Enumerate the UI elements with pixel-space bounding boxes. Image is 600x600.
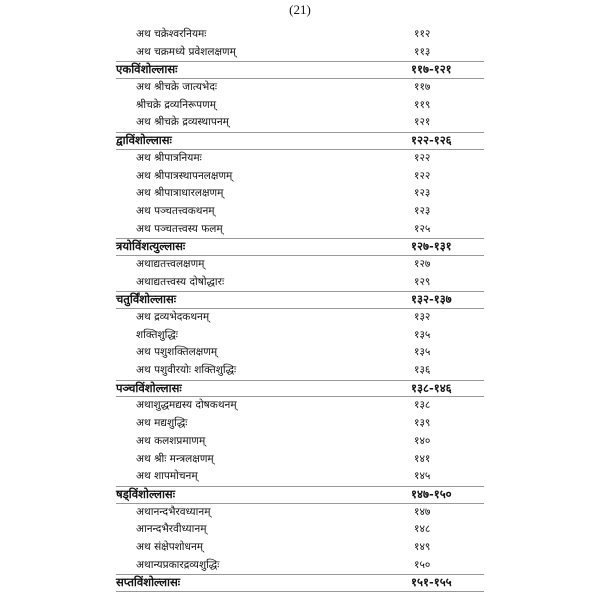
entry-title: अथ मद्यशुद्धिः	[136, 417, 188, 430]
section-heading-row	[116, 238, 484, 256]
section-heading-row	[116, 291, 484, 309]
toc-entry-row	[116, 274, 484, 292]
toc-entry-row	[116, 415, 484, 433]
entry-page: ११९	[414, 98, 431, 111]
entry-title: अथ श्रीचक्रे द्रव्यस्थापनम्	[136, 116, 229, 129]
entry-page: १३८	[414, 399, 431, 412]
entry-page: १२५	[414, 222, 431, 235]
entry-title: अथाद्यतत्त्वस्य दोषोद्धारः	[136, 275, 225, 288]
toc-entry-row	[116, 557, 484, 575]
toc-entry-row	[116, 256, 484, 274]
entry-title: आनन्दभैरवीध्यानम्	[136, 523, 207, 536]
toc-entry-row	[116, 168, 484, 186]
toc-entry-row	[116, 468, 484, 486]
entry-title: अथ श्रीः मन्त्रलक्षणम्	[136, 452, 214, 465]
entry-page: १३६	[414, 364, 431, 377]
entry-page: १४५	[414, 470, 431, 483]
entry-title: शक्तिशुद्धिः	[136, 328, 178, 341]
section-page-range: १२७-१३१	[411, 239, 452, 254]
entry-page: १३५	[414, 346, 431, 359]
toc-entry-row	[116, 309, 484, 327]
section-title: षड्विंशोल्लासः	[116, 486, 176, 501]
entry-title: अथ पञ्चतत्त्वकथनम्	[136, 204, 215, 217]
toc-entry-row	[116, 26, 484, 44]
toc-entry-row	[116, 327, 484, 345]
entry-title: अथ पशुशक्तिलक्षणम्	[136, 346, 218, 359]
entry-title: अथ संक्षेपशोधनम्	[136, 540, 204, 553]
entry-title: अथ पञ्चतत्त्वस्य फलम्	[136, 222, 223, 235]
entry-title: अथान्यप्रकारद्रव्यशुद्धिः	[136, 558, 220, 571]
entry-page: १४७	[414, 505, 431, 518]
section-page-range: १३८-१४६	[411, 380, 452, 395]
entry-page: १४१	[414, 452, 431, 465]
entry-title: अथ चक्रेश्वरनियमः	[136, 28, 207, 40]
book-page	[116, 0, 484, 600]
section-title: त्रयोविंशत्युल्लासः	[116, 239, 186, 254]
section-heading-row	[116, 132, 484, 150]
toc-entry-row	[116, 221, 484, 239]
entry-title: अथ शापमोचनम्	[136, 470, 198, 483]
table-of-contents	[116, 26, 484, 592]
entry-page: १३९	[414, 417, 431, 430]
section-page-range: १५१-१५५	[411, 575, 452, 590]
toc-entry-row	[116, 397, 484, 415]
toc-entry-row	[116, 521, 484, 539]
entry-title: अथाशुद्धमद्यस्य दोषकथनम्	[136, 399, 237, 412]
section-page-range: ११७-१२१	[411, 62, 452, 77]
toc-entry-row	[116, 79, 484, 97]
section-title: सप्तविंशोल्लासः	[116, 575, 181, 590]
entry-page: ११३	[414, 45, 431, 58]
toc-entry-row	[116, 114, 484, 132]
section-heading-row	[116, 574, 484, 592]
toc-entry-row	[116, 185, 484, 203]
section-heading-row	[116, 486, 484, 504]
entry-title: अथ श्रीपात्रनियमः	[136, 151, 202, 164]
entry-title: अथ श्रीपात्रस्थापनलक्षणम्	[136, 169, 233, 182]
entry-title: अथाद्यतत्त्वलक्षणम्	[136, 257, 205, 270]
toc-entry-row	[116, 433, 484, 451]
section-page-range: १४७-१५०	[411, 486, 452, 501]
entry-title: श्रीचक्रे द्रव्यनिरूपणम्	[136, 98, 217, 111]
entry-page: ११७	[414, 81, 431, 94]
toc-entry-row	[116, 97, 484, 115]
toc-entry-row	[116, 44, 484, 62]
toc-entry-row	[116, 362, 484, 380]
toc-entry-row	[116, 203, 484, 221]
section-title: चतुर्विंशोल्लासः	[116, 292, 177, 307]
section-title: द्वाविंशोल्लासः	[116, 133, 172, 148]
entry-page: १२२	[414, 169, 431, 182]
entry-page: १३२	[414, 311, 431, 323]
toc-entry-row	[116, 150, 484, 168]
toc-entry-row	[116, 504, 484, 522]
section-heading-row	[116, 380, 484, 398]
section-rule	[116, 591, 484, 592]
entry-page: १२३	[414, 187, 431, 200]
entry-page: १५०	[414, 558, 431, 571]
toc-entry-row	[116, 451, 484, 469]
entry-title: अथ चक्रमध्ये प्रवेशलक्षणम्	[136, 45, 236, 58]
section-page-range: १२२-१२६	[411, 133, 452, 148]
section-heading-row	[116, 61, 484, 79]
entry-page: १२२	[414, 151, 431, 164]
entry-page: १३५	[414, 328, 431, 341]
entry-page: १२७	[414, 257, 431, 270]
toc-entry-row	[116, 539, 484, 557]
page-number: (21)	[289, 2, 311, 17]
entry-title: अथ कलशप्रमाणम्	[136, 434, 206, 447]
entry-page: १४८	[414, 523, 431, 536]
entry-page: १२१	[414, 116, 431, 129]
entry-page: १४९	[414, 540, 431, 553]
section-title: पञ्चविंशोल्लासः	[116, 380, 182, 395]
entry-title: अथ श्रीपात्राधारलक्षणम्	[136, 187, 224, 200]
entry-page: १४०	[414, 434, 431, 447]
section-page-range: १३२-१३७	[411, 292, 452, 307]
entry-title: अथ द्रव्यभेदकथनम्	[136, 311, 210, 323]
entry-title: अथ पशुवीरयोः शक्तिशुद्धिः	[136, 364, 237, 377]
entry-page: १२३	[414, 204, 431, 217]
entry-title: अथानन्दभैरवध्यानम्	[136, 505, 211, 518]
toc-entry-row	[116, 344, 484, 362]
entry-page: १२९	[414, 275, 431, 288]
section-title: एकविंशोल्लासः	[116, 62, 178, 77]
entry-page: ११२	[414, 28, 431, 40]
entry-title: अथ श्रीचक्रे जात्यभेदः	[136, 81, 218, 94]
